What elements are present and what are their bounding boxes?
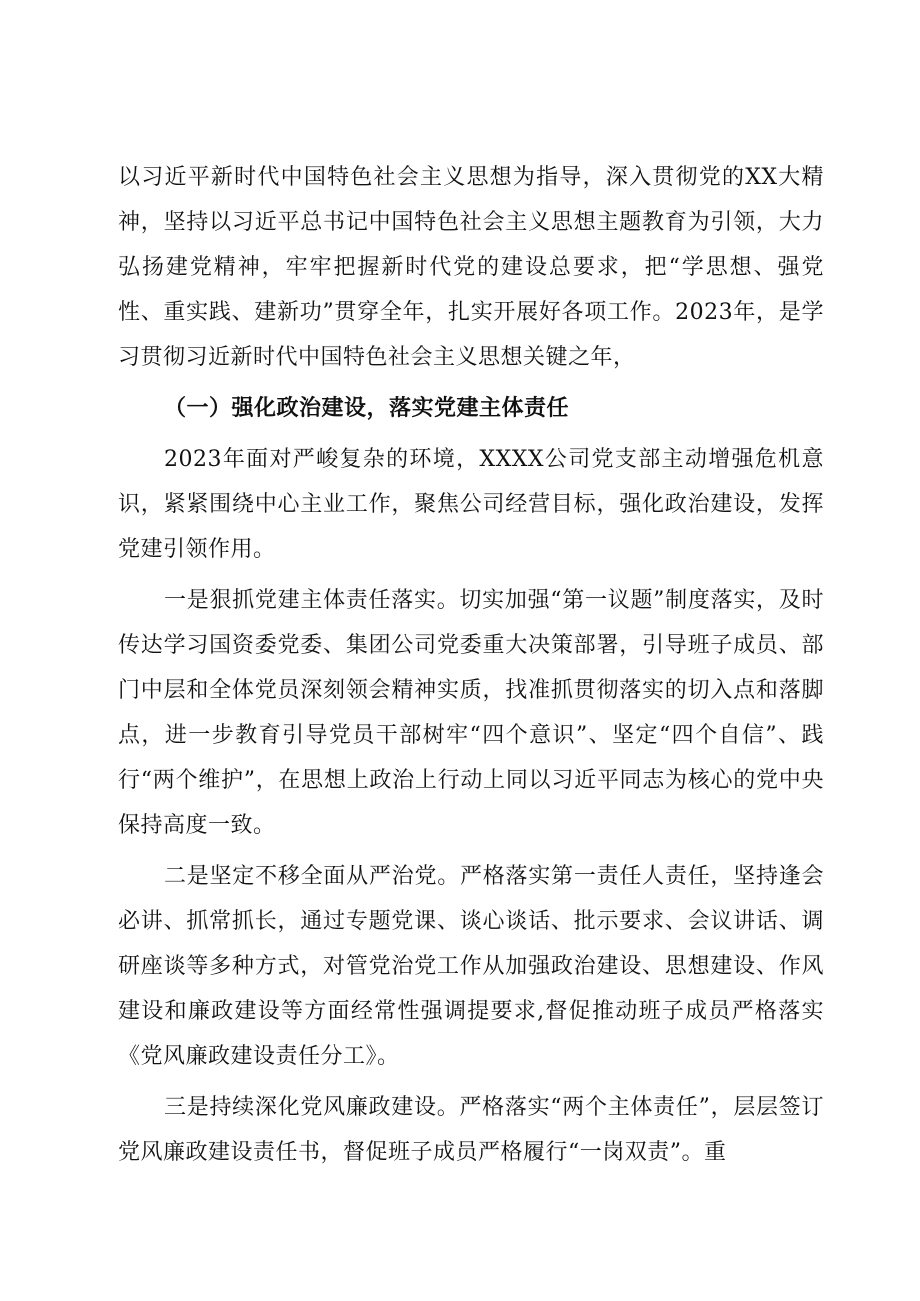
paragraph-2: 一是狠抓党建主体责任落实。切实加强“第一议题”制度落实，及时传达学习国资委党委、集团公司党委重大决策部署，引导班子成员、部门中层和全体党员深刻领会精神实质，找准抓贯彻落实的切入点和落脚点，进一步教育引导党员干部树牢“四个意识”、坚定“四个自信”、践行“两个维护”，在思想上政治上行动上同以习近平同志为核心的党中央保持高度一致。 xyxy=(118,588,824,838)
intro-paragraph: 以习近平新时代中国特色社会主义思想为指导，深入贯彻党的XX大精神，坚持以习近平总书记中国特色社会主义思想主题教育为引领，大力弘扬建党精神，牢牢把握新时代党的建设总要求，把“学思想、强党性、重实践、建新功”贯穿全年，扎实开展好各项工作。2023年，是学习贯彻习近新时代中国特色社会主义思想关键之年， xyxy=(118,165,824,370)
paragraph-4: 三是持续深化党风廉政建设。严格落实“两个主体责任”，层层签订党风廉政建设责任书，督促班子成员严格履行“一岗双责”。重 xyxy=(118,1095,824,1165)
paragraph-3: 二是坚定不移全面从严治党。严格落实第一责任人责任，坚持逢会必讲、抓常抓长，通过专题党课、谈心谈话、批示要求、会议讲话、调研座谈等多种方式，对管党治党工作从加强政治建设、思想建设、作风建设和廉政建设等方面经常性强调提要求,督促推动班子成员严格落实《党风廉政建设责任分工》。 xyxy=(118,864,824,1069)
section-heading: （一）强化政治建设，落实党建主体责任 xyxy=(164,396,570,421)
paragraph-1: 2023年面对严峻复杂的环境，XXXX公司党支部主动增强危机意识，紧紧围绕中心主业工作，聚焦公司经营目标，强化政治建设，发挥党建引领作用。 xyxy=(118,447,824,562)
document-body xyxy=(118,155,824,1175)
